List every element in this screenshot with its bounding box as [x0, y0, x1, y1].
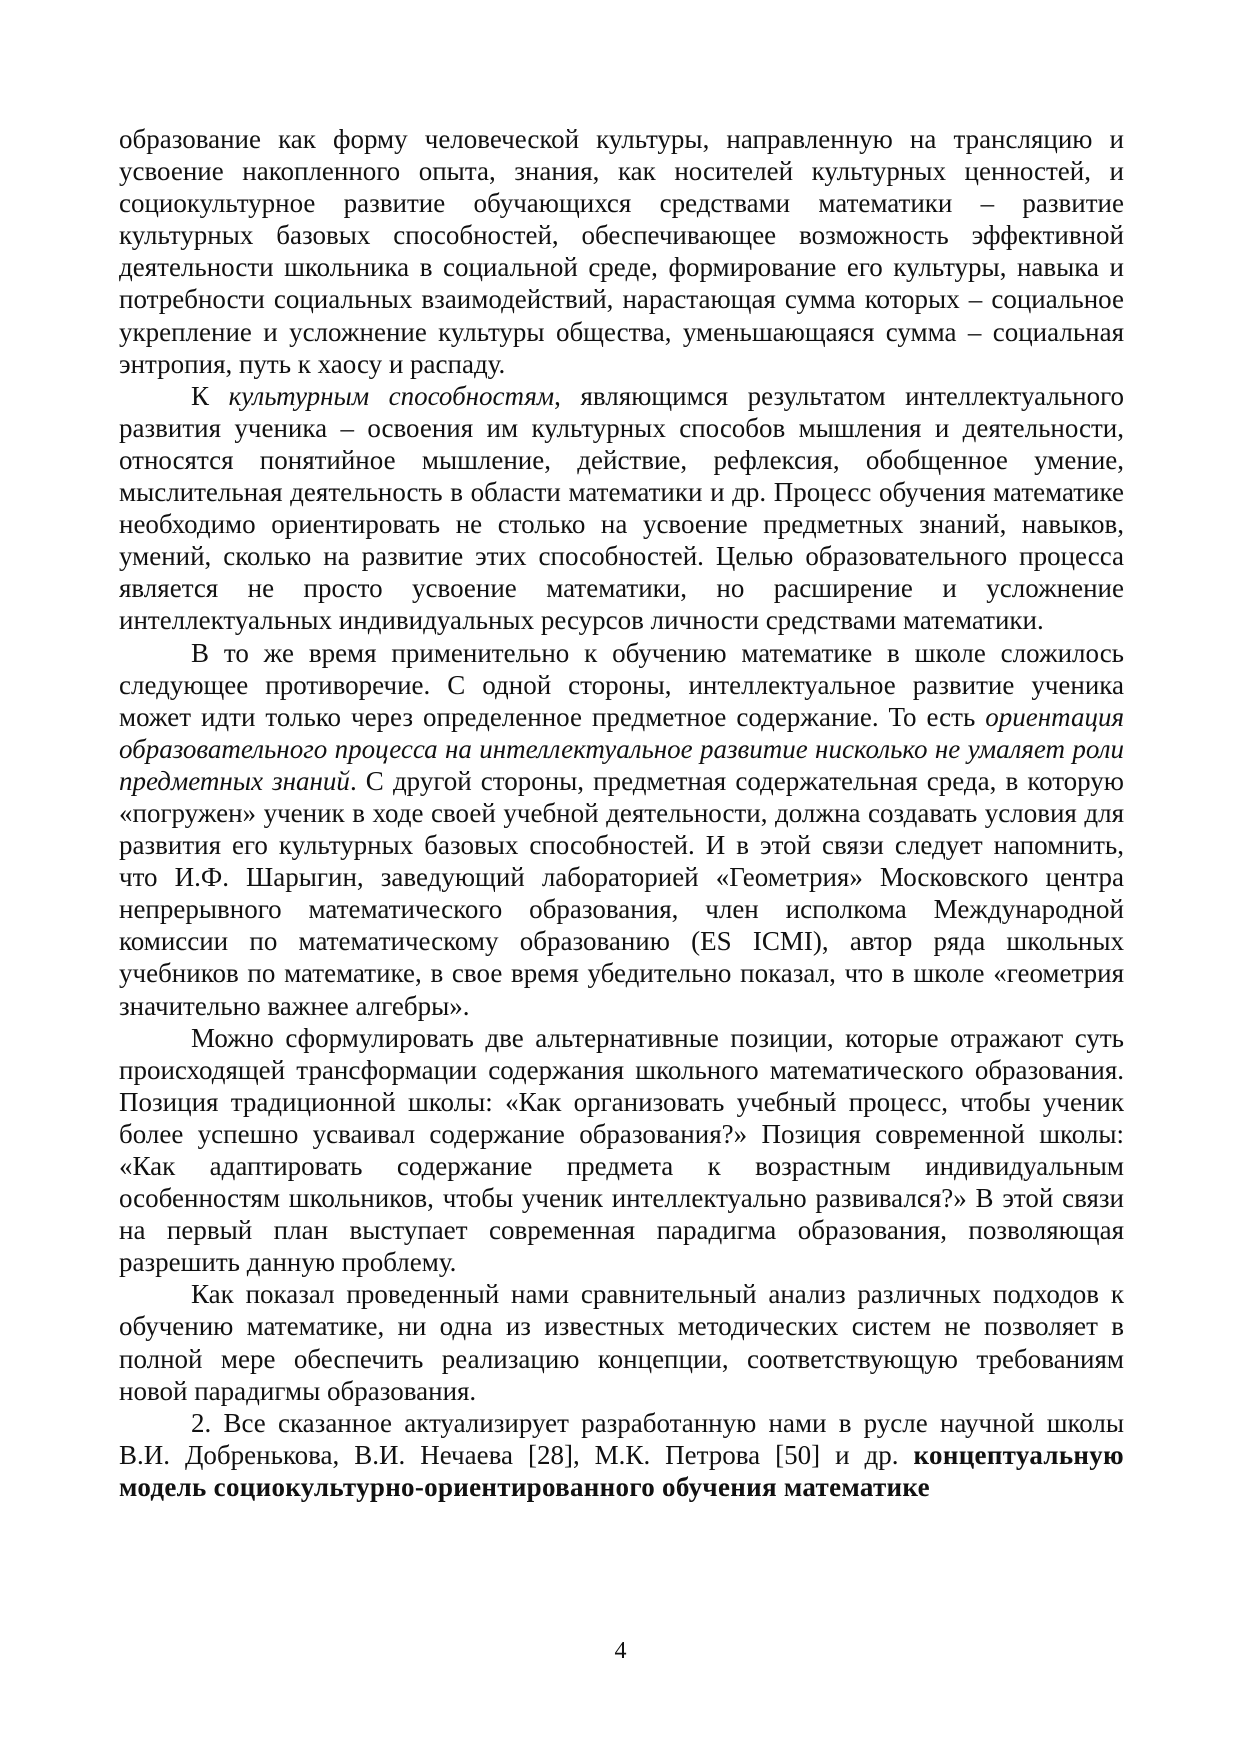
paragraph-3-text-a: В то же время применительно к обучению математике в школе сложилось следующее противоречие. С одной стороны, интеллектуальное развитие ученика может идти только через определенное предметное содержание. То есть	[119, 637, 1124, 732]
paragraph-3-italic-statement: ориентация образовательного процесса на интеллектуальное развитие нисколько не умаляет роли предметных знаний	[119, 701, 1124, 796]
paragraph-6-text: 2. Все сказанное актуализирует разработанную нами в русле научной школы В.И. Добренькова, В.И. Нечаева [28], М.К. Петрова [50] и др.	[119, 1407, 1124, 1470]
paragraph-2-text-a: К	[191, 380, 229, 411]
page-number: 4	[614, 1638, 627, 1664]
paragraph-2-text-b: , являющимся результатом интеллектуального развития ученика – освоения им культурных способов мышления и деятельности, относятся понятийное мышление, действие, рефлексия, обобщенное умение, мыслительная деятельность в области математики и др. Процесс обучения математике необходимо ориентировать не столько на усвоение предметных знаний, навыков, умений, сколько на развитие этих способностей. Целью образовательного процесса является не просто усвоение математики, но расширение и усложнение интеллектуальных индивидуальных ресурсов личности средствами математики.	[119, 380, 1124, 636]
paragraph-1	[119, 123, 1124, 380]
paragraph-2	[119, 380, 1124, 637]
paragraph-5-text: Как показал проведенный нами сравнительный анализ различных подходов к обучению математике, ни одна из известных методических систем не позволяет в полной мере обеспечить реализацию концепции, соответствующую требованиям новой парадигмы образования.	[119, 1279, 1124, 1406]
paragraph-1-text: образование как форму человеческой культуры, направленную на трансляцию и усвоение накопленного опыта, знания, как носителей культурных ценностей, и социокультурное развитие обучающихся средствами математики – развитие культурных базовых способностей, обеспечивающее возможность эффективной деятельности школьника в социальной среде, формирование его культуры, навыка и потребности социальных взаимодействий, нарастающая сумма которых – социальное укрепление и усложнение культуры общества, уменьшающаяся сумма – социальная энтропия, путь к хаосу и распаду.	[119, 124, 1124, 379]
paragraph-6-bold-concept: концептуальную модель социокультурно-ориентированного обучения математике	[119, 1439, 1124, 1502]
paragraph-3-text-b: . С другой стороны, предметная содержательная среда, в которую «погружен» ученик в ходе своей учебной деятельности, должна создавать условия для развития его культурных базовых способностей. И в этой связи следует напомнить, что И.Ф. Шарыгин, заведующий лабораторией «Геометрия» Московского центра непрерывного математического образования, член исполкома Международной комиссии по математическому образованию (ES ICMI), автор ряда школьных учебников по математике, в свое время убедительно показал, что в школе «геометрия значительно важнее алгебры».	[119, 765, 1124, 1021]
paragraph-3	[119, 637, 1124, 1022]
paragraph-5	[119, 1278, 1124, 1406]
paragraph-4-text: Можно сформулировать две альтернативные позиции, которые отражают суть происходящей трансформации содержания школьного математического образования. Позиция традиционной школы: «Как организовать учебный процесс, чтобы ученик более успешно усваивал содержание образования?» Позиция современной школы: «Как адаптировать содержание предмета к возрастным индивидуальным особенностям школьников, чтобы ученик интеллектуально развивался?» В этой связи на первый план выступает современная парадигма образования, позволяющая разрешить данную проблему.	[119, 1022, 1124, 1278]
paragraph-4	[119, 1022, 1124, 1279]
paragraph-2-italic-term: культурным способностям	[228, 380, 555, 411]
paragraph-6	[119, 1407, 1124, 1503]
